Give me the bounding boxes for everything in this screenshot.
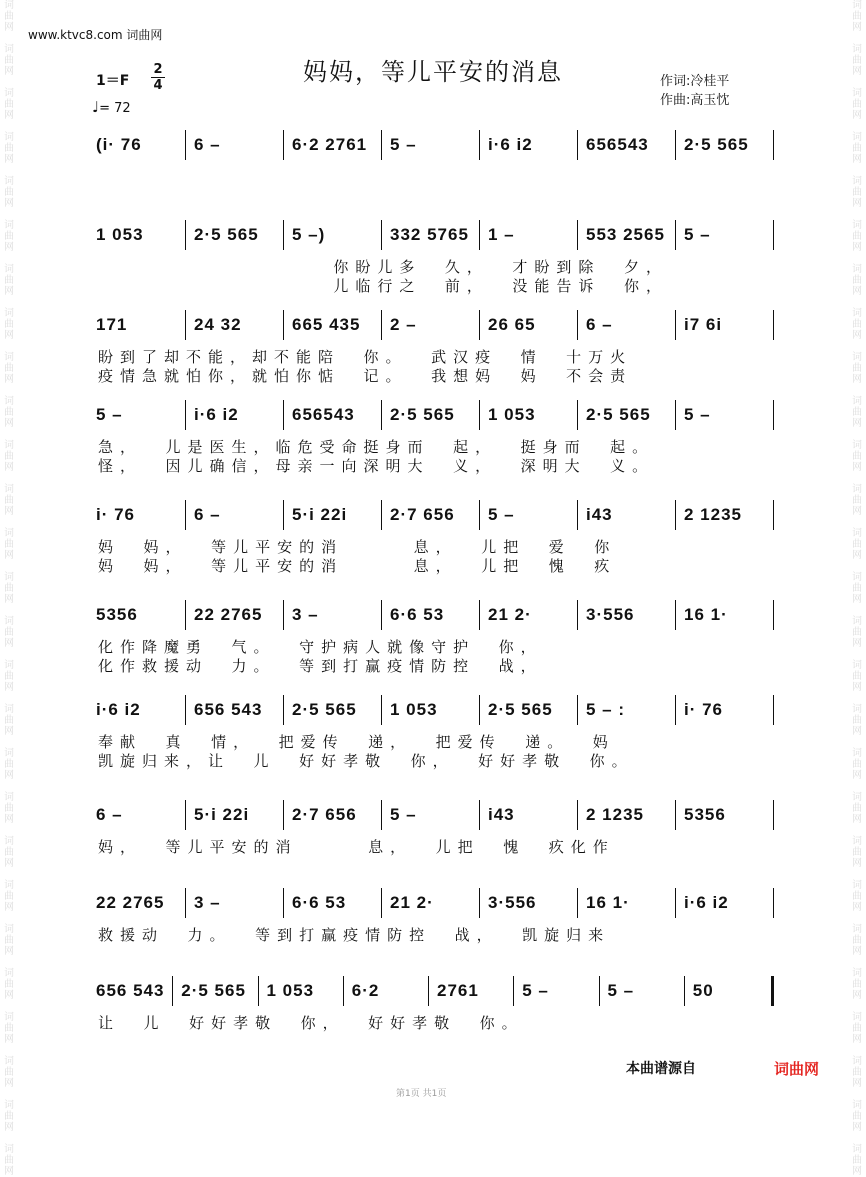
- lyric-line: 奉献 真 情， 把爱传 递， 把爱传 递。 妈: [98, 733, 615, 751]
- measure: 6 –: [96, 805, 123, 824]
- measure: 2·5 565: [292, 700, 357, 719]
- measure: 2·5 565: [194, 225, 259, 244]
- barline: [773, 220, 774, 250]
- score-line: [88, 130, 774, 160]
- measure: 2·7 656: [390, 505, 455, 524]
- measure: 656 543: [96, 981, 165, 1000]
- lyric-line: 凯旋归来，让 儿 好好孝敬 你， 好好孝敬 你。: [98, 752, 634, 770]
- measure: 553 2565: [586, 225, 665, 244]
- measure: 24 32: [194, 315, 242, 334]
- notes-row: [88, 130, 774, 160]
- measure: 2 1235: [684, 505, 742, 524]
- score-line: [88, 310, 774, 385]
- source-note: 本曲谱源自: [626, 1061, 696, 1077]
- lyric-line: 妈 妈， 等儿平安的消 息， 儿把 爱 你: [98, 538, 617, 556]
- measure: 21 2·: [488, 605, 532, 624]
- measure: 21 2·: [390, 893, 434, 912]
- measure: i· 76: [96, 505, 136, 524]
- barline: [773, 600, 774, 630]
- score-line: [88, 500, 774, 575]
- measure: 332 5765: [390, 225, 469, 244]
- score-line: [88, 400, 774, 475]
- score-line: [88, 600, 774, 675]
- barline: [771, 976, 774, 1006]
- measure: 5·i 22i: [194, 805, 250, 824]
- brand-logo[interactable]: 词曲网: [774, 1060, 820, 1078]
- page-number: 第1页 共1页: [396, 1089, 447, 1099]
- time-bottom: 4: [151, 77, 165, 93]
- measure: 1 053: [96, 225, 144, 244]
- measure: 22 2765: [96, 893, 165, 912]
- notes-row: [88, 976, 774, 1006]
- score-line: [88, 220, 774, 295]
- notes-row: [88, 888, 774, 918]
- measure: 656543: [292, 405, 355, 424]
- measure: 6·6 53: [292, 893, 347, 912]
- lyricist: 作词:冷桂平: [660, 74, 730, 89]
- lyric-line: 妈 妈， 等儿平安的消 息， 儿把 愧 疚: [98, 557, 617, 575]
- barline: [773, 310, 774, 340]
- measure: i·6 i2: [684, 893, 729, 912]
- measure: 6·2: [351, 981, 380, 1000]
- lyric-line: 妈， 等儿平安的消 息， 儿把 愧 疚化作: [98, 838, 615, 856]
- measure: 656 543: [194, 700, 263, 719]
- measure: 6 –: [194, 505, 221, 524]
- lyric-line: 让 儿 好好孝敬 你， 好好孝敬 你。: [98, 1014, 524, 1032]
- lyric-line: 救援动 力。 等到打赢疫情防控 战， 凯旋归来: [98, 926, 611, 944]
- notes-row: [88, 310, 774, 340]
- composer: 作曲:高玉忱: [660, 93, 730, 108]
- lyric-line: 急， 儿是医生，临危受命挺身而 起， 挺身而 起。: [98, 438, 655, 456]
- measure: 1 053: [266, 981, 315, 1000]
- time-signature: [151, 62, 165, 93]
- barline: [773, 130, 774, 160]
- measure: i7 6i: [684, 315, 723, 334]
- measure: 5356: [96, 605, 138, 624]
- lyric-line: 化作救援动 力。 等到打赢疫情防控 战，: [98, 657, 543, 675]
- notes-row: [88, 500, 774, 530]
- measure: 3 –: [292, 605, 319, 624]
- lyric-line: 怪， 因儿确信，母亲一向深明大 义， 深明大 义。: [98, 457, 655, 475]
- measure: 2·5 565: [586, 405, 651, 424]
- lyric-line: 化作降魔勇 气。 守护病人就像守护 你，: [98, 638, 543, 656]
- credits: [660, 72, 729, 110]
- measure: 5 –: [684, 405, 711, 424]
- measure: 5 –: [390, 805, 417, 824]
- time-top: 2: [153, 62, 163, 77]
- barline: [773, 800, 774, 830]
- barline: [773, 695, 774, 725]
- measure: 5356: [684, 805, 726, 824]
- score-line: [88, 800, 774, 856]
- measure: 5 –: [488, 505, 515, 524]
- key-signature: 1＝F: [96, 73, 130, 89]
- measure: 2·5 565: [390, 405, 455, 424]
- measure: 16 1·: [684, 605, 728, 624]
- measure: 5 –: [684, 225, 711, 244]
- lyric-line: 儿临行之 前， 没能告诉 你，: [98, 277, 668, 295]
- notes-row: [88, 800, 774, 830]
- quarter-note-icon: ♩: [92, 98, 100, 116]
- barline: [773, 888, 774, 918]
- measure: (i· 76: [96, 135, 142, 154]
- site-url[interactable]: www.ktvc8.com 词曲网: [28, 28, 163, 42]
- measure: i·6 i2: [194, 405, 239, 424]
- measure: 2·7 656: [292, 805, 357, 824]
- measure: i43: [586, 505, 613, 524]
- measure: 2761: [437, 981, 479, 1000]
- measure: 2 –: [390, 315, 417, 334]
- measure: 50: [692, 981, 714, 1000]
- measure: 6·2 2761: [292, 135, 368, 154]
- measure: i· 76: [684, 700, 724, 719]
- notes-row: [88, 695, 774, 725]
- watermark-left: 词 曲 网 词 曲 网 词 曲 网 词 曲 网 词 曲 网 词 曲 网 词 曲 网 词 曲 网 词 曲 网 词 曲 网 词 曲 网 词 曲 网 词 曲 网 词 曲 网 词 曲 网 词 曲 网 词 曲 网 词 曲 网 词 曲 网 词 曲 网 词 曲 网 词 曲 网 词 曲 网 词 曲 网 词 曲 网 词 曲 网 词 曲 网: [4, 0, 14, 1177]
- notes-row: [88, 600, 774, 630]
- tempo-value: = 72: [99, 101, 131, 116]
- measure: 6·6 53: [390, 605, 445, 624]
- barline: [773, 400, 774, 430]
- song-title: 妈妈，等儿平安的消息: [303, 58, 563, 86]
- measure: 26 65: [488, 315, 536, 334]
- measure: 5 –): [292, 225, 326, 244]
- measure: 2 1235: [586, 805, 644, 824]
- notes-row: [88, 220, 774, 250]
- tempo-marking: [92, 98, 131, 116]
- measure: 6 –: [194, 135, 221, 154]
- measure: 1 –: [488, 225, 515, 244]
- measure: 5·i 22i: [292, 505, 348, 524]
- measure: 171: [96, 315, 128, 334]
- measure: 2·5 565: [684, 135, 749, 154]
- barline: [773, 500, 774, 530]
- score-line: [88, 695, 774, 770]
- lyric-line: 你盼儿多 久， 才盼到除 夕，: [98, 258, 668, 276]
- measure: 1 053: [390, 700, 438, 719]
- lyric-line: 疫情急就怕你，就怕你惦 记。 我想妈 妈 不会责: [98, 367, 633, 385]
- measure: 22 2765: [194, 605, 263, 624]
- notes-row: [88, 400, 774, 430]
- score-line: [88, 888, 774, 944]
- score-line: [88, 976, 774, 1032]
- measure: 1 053: [488, 405, 536, 424]
- measure: 5 –: [522, 981, 549, 1000]
- measure: 2·5 565: [181, 981, 246, 1000]
- lyric-line: 盼到了却不能，却不能陪 你。 武汉疫 情 十万火: [98, 348, 633, 366]
- measure: 2·5 565: [488, 700, 553, 719]
- measure: 3 –: [194, 893, 221, 912]
- measure: 5 – :: [586, 700, 626, 719]
- measure: 665 435: [292, 315, 361, 334]
- measure: 6 –: [586, 315, 613, 334]
- measure: i·6 i2: [96, 700, 141, 719]
- measure: 5 –: [96, 405, 123, 424]
- watermark-right: 词 曲 网 词 曲 网 词 曲 网 词 曲 网 词 曲 网 词 曲 网 词 曲 网 词 曲 网 词 曲 网 词 曲 网 词 曲 网 词 曲 网 词 曲 网 词 曲 网 词 曲 网 词 曲 网 词 曲 网 词 曲 网 词 曲 网 词 曲 网 词 曲 网 词 曲 网 词 曲 网 词 曲 网 词 曲 网 词 曲 网 词 曲 网: [852, 0, 862, 1177]
- measure: 656543: [586, 135, 649, 154]
- measure: 16 1·: [586, 893, 630, 912]
- measure: 5 –: [390, 135, 417, 154]
- measure: i43: [488, 805, 515, 824]
- measure: 5 –: [607, 981, 635, 1000]
- measure: 3·556: [586, 605, 635, 624]
- measure: 3·556: [488, 893, 537, 912]
- measure: i·6 i2: [488, 135, 533, 154]
